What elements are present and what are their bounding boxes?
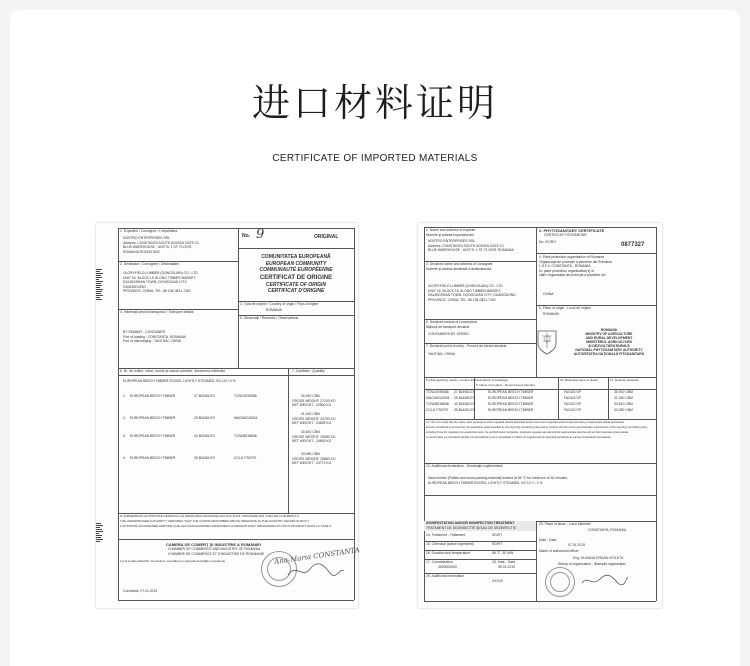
disinfestation-title: DISINFESTATION AND/OR DISINFECTION TREATMENT	[426, 521, 515, 525]
box8-text-en: THE UNDERSIGNED AUTHORITY CERTIFIES THAT THE GOODS DESCRIBED ABOVE ORIGINATE IN THE COUNTRY SHOWN IN BOX 3	[120, 519, 309, 523]
consignee-line: PROVINCE, CHINA; TEL: 86 136-0821-7152	[428, 297, 496, 302]
goods-row-description: EUROPEAN BEECH TIMBER	[130, 416, 176, 420]
box4-label: 4. Informaţii privind transportul / Transport details	[120, 310, 194, 314]
certificate-title-en: CERTIFICATE OF ORIGIN	[265, 281, 327, 288]
goods-row-net-weight: NET WEIGHT : 24600 KG	[292, 439, 332, 443]
treatment-label: 17. Concentration	[426, 560, 453, 564]
box3-label: 3. Ţara de origine / Country of origin / Pays d'origine	[240, 302, 319, 306]
consignee-line: GLORYFIELD LUMBER (DONGGUAN) CO., LTD	[428, 284, 503, 288]
box2-label: 2. Destinatar / Consignee / Destinataire	[120, 262, 180, 266]
authority-line: AND RURAL DEVELOPMENT	[585, 336, 633, 340]
goods-row-number: 4.	[123, 456, 126, 460]
box9-label: 9. Name of produce - Denumirea produsului	[476, 383, 535, 387]
romania-crest-icon	[536, 328, 558, 356]
treatment-value: 4000000000	[438, 565, 457, 569]
transport-line: BY SEAWAY - CONTAINER	[123, 330, 166, 334]
produce-row-name: EUROPEAN BEECH TIMBER	[488, 408, 534, 412]
original-marker: ORIGINAL	[314, 234, 339, 240]
consignee-line: GUANGDONG	[123, 284, 146, 289]
box8-label: 8. Distinguishing marks - number and description of packages	[426, 378, 509, 382]
box6-label: 6. Nr. de ordine, mărci, număr şi natura coletelor, descrierea mărfurilor	[120, 369, 226, 373]
box6-label: 6. Declared means of conveyance	[426, 320, 478, 324]
side-barcode-strip	[96, 269, 104, 301]
produce-row-quantity: 30,910 CBM	[614, 390, 633, 394]
box1-label-ro: Numele şi adresa exportatorului	[426, 232, 474, 237]
authority-line: ŞI DEZVOLTĂRII RURALE	[588, 344, 630, 348]
goods-row-net-weight: NET WEIGHT : 24605 KG	[292, 421, 332, 425]
box3-label: 3. Declared name and address of consignee	[426, 262, 493, 266]
date-value: 07.01.2019	[568, 543, 585, 547]
authority-line: MINISTERUL AGRICULTURII	[586, 340, 632, 344]
box13-label: 13. Additional declaration - Declaraţie suplimentară	[426, 464, 503, 468]
goods-row-container: MAGU5240034	[234, 416, 258, 420]
authority-round-stamp-inner	[550, 572, 570, 592]
goods-row-container: CCLU7752757	[234, 456, 257, 460]
box7-label: 7. Declared point of entry - Punctul de intrare declarat	[426, 344, 507, 348]
produce-row-quantity: 33,080 CBM	[614, 408, 633, 412]
exporter-line: Address: CONSTANTA SOUTH AGIGEA GATE 10,	[428, 243, 505, 248]
treatment-value: KD/HT	[492, 542, 503, 546]
treatment-label: 14. Treatment - Tratament	[426, 533, 466, 537]
chamber-name: CAMERA DE COMERŢ ŞI INDUSTRIE A ROMÂNIEI	[166, 542, 261, 547]
goods-row-description: EUROPEAN BEECH TIMBER	[130, 456, 176, 460]
goods-row-container: TCNU8518848	[234, 434, 257, 438]
box4-line: to: plant protection organisation(s) of	[539, 268, 595, 273]
exporter-line: BLUE WAREHOUSE , UNIT B, 1 ST. FLOOR,	[123, 245, 192, 249]
produce-row-quantity: 31,040 CBM	[614, 396, 633, 400]
officer-name: Eng. HUSANU ERDAN-VIOLETA	[573, 556, 624, 560]
additional-declaration-line: Sawn timber (Pallets and wood packing material) treated at 56 °C for minimum of 30 minutes.	[428, 476, 569, 480]
goods-row-number: 1.	[123, 394, 126, 398]
box11-label: 11. Quantity declared	[610, 378, 639, 382]
goods-row-net-weight: NET WEIGHT : 24772 KG	[292, 461, 332, 465]
consignee-line: UNIT 16, BLOCK 15 JILONG TIMBER MARKET,	[428, 288, 502, 293]
disinfestation-title-ro: TRATAMENT DE DEZINSECTIE ŞI/SAU DE DEZINFECTIE	[426, 525, 517, 530]
certificate-title-fr: CERTIFICAT D'ORIGINE	[267, 288, 325, 294]
authority-line: NATIONAL PHYTOSANITARY AUTHORITY	[575, 348, 643, 352]
goods-row-gross-weight: GROSS WEIGHT: 24750 KG	[292, 416, 336, 421]
box4-label: 4. Plant protection organisation of Romania	[539, 255, 605, 259]
box8-label: 8. SUBSEMNATA AUTORITATE CERTIFICĂ CĂ MĂRFURILE DESCRISE MAI SUS SUNT ORIGINARE DIN ŢARA DE LA RUBRICA 3	[120, 514, 299, 518]
place-of-issue: CONSTANTA, ROMANIA	[588, 528, 627, 532]
authority-line: ROMANIA	[600, 328, 618, 332]
box4-line: Organizaţia de protecţie a plantelor din România	[539, 259, 612, 264]
produce-row-name: EUROPEAN BEECH TIMBER	[488, 396, 534, 400]
box3-label-ro: Numele şi adresa declarată a destinatarului	[426, 266, 492, 271]
produce-row-botanical: FAGUS SP.	[564, 390, 582, 394]
treatment-label: 15. Chemical (active ingredient)	[426, 542, 474, 546]
certificate-of-origin-document	[96, 223, 361, 608]
treatment-value: 05.01.2019	[498, 565, 515, 569]
goods-row-gross-weight: GROSS WEIGHT: 25680 KG	[292, 456, 336, 461]
produce-row-mark: CCLU7752757	[426, 408, 449, 412]
stamp-label: Stamp of organization - Ştampila organizaţiei	[558, 562, 626, 566]
goods-heading: EUROPEAN BEECH TIMBER EDGED, LIGHTLY STEAMED, KD 10+/-2 %	[123, 379, 236, 383]
treatment-value: KD/HT	[492, 533, 503, 537]
treatment-label: 19. Additional information	[426, 574, 465, 578]
place-of-origin: ROMANIA	[543, 312, 559, 316]
box8-text-fr: L'AUTORITÉ SOUSSIGNÉE CERTIFIE QUE LES MARCHANDISES DÉSIGNÉES CI-DESSUS SONT ORIGINAIRES DU PAYS FIGURANT DANS LA CASE 3	[120, 524, 332, 528]
exporter-line: BLUE WAREHOUSE , UNIT B, 1 ST. FLOOR, ROMANIA	[428, 248, 514, 252]
treatment-value: XXXXX	[492, 579, 504, 583]
goods-row-number: 2.	[123, 416, 126, 420]
authority-line: MINISTRY OF AGRICULTURE	[585, 332, 633, 336]
produce-row-bundles: 40 BUNDLES	[454, 402, 475, 406]
goods-row-net-weight: NET WEIGHT : 22500 KG	[292, 403, 332, 407]
produce-row-botanical: FAGUS SP.	[564, 402, 582, 406]
chamber-name-fr: CHAMBRE DE COMMERCE ET D'INDUSTRIE DE ROUMANIE	[168, 551, 265, 556]
box1-label: 1. Name and address of exporter	[426, 228, 476, 232]
phytosanitary-title-ro: CERTIFICAT FITOSANITAR	[544, 233, 587, 237]
goods-row-quantity: 30,910 CBM	[301, 394, 320, 398]
community-title-fr: COMMUNAUTÉ EUROPÉENNE	[259, 267, 333, 273]
exporter-line: NOSTRO ENTERPRISES SRL	[428, 239, 475, 243]
produce-row-botanical: FAGUS SP.	[564, 396, 582, 400]
consignee-line: DALINGSHAN TOWN, DONGGUAN CITY,	[123, 280, 188, 284]
officer-label: Name of authorized officer	[539, 549, 579, 553]
goods-row-description: EUROPEAN BEECH TIMBER	[130, 434, 176, 438]
treatment-label: 16. Duration and temperature	[426, 551, 471, 555]
certificate-number: 0877327	[621, 242, 645, 248]
box10-label: 10. Botanical name of plants	[560, 378, 598, 382]
goods-row-bundles: 27 BUNDLES	[194, 394, 215, 398]
box7-label: 7. Cantitate / Quantity	[292, 369, 325, 373]
consignee-line: GLORYFIELD LUMBER (DONGGUAN) CO., LTD	[123, 271, 198, 275]
signature-scribble-icon	[286, 561, 346, 581]
chamber-name-en: CHAMBER OF COMMERCE AND INDUSTRY OF ROMANIA	[168, 547, 261, 551]
means-of-conveyance: CONTAINERS BY VESSEL	[428, 332, 470, 336]
goods-row-quantity: 30,810 CBM	[301, 430, 320, 434]
additional-declaration-line: EUROPEAN BEECH TIMBER EDGED, LIGHTLY STEAMED, KD 10 +/- 2 %	[428, 481, 543, 485]
box5-label: 5. Place of origin - Locul de origine	[539, 306, 592, 310]
consignee-line: DALINGSHAN TOWN, DONGGUAN CITY, GUANGDONG	[428, 293, 516, 297]
transport-line: Port of discharging : YANTIAN, CHINA	[123, 339, 181, 343]
place-date-label: Locul şi data eliberării, denumirea, semnătura şi ştampila autorităţii competente	[120, 559, 226, 563]
certificate-number: 9	[256, 227, 265, 242]
box5-label: 5. Observaţii / Remarks / Observations	[240, 316, 299, 320]
goods-row-description: EUROPEAN BEECH TIMBER	[130, 394, 176, 398]
box6-label-ro: Mijlocul de transport declarat	[426, 324, 470, 329]
certificate-number-label: No. EC/RO	[539, 240, 556, 244]
officer-signature-icon	[580, 571, 630, 589]
goods-row-container: TCNU1095386	[234, 394, 257, 398]
produce-row-mark: MAGU5240034	[426, 396, 450, 400]
date-label: Date - Data	[539, 538, 557, 542]
country-of-origin: ROMANIA	[266, 308, 282, 312]
consignee-line: PROVINCE, CHINA; TEL: 86 136-0821-7152	[123, 289, 191, 293]
community-title-ro: COMUNITATEA EUROPEANĂ	[261, 254, 331, 260]
destination-country: CHINA	[543, 292, 554, 296]
transport-line: Port of loading : CONSTANTA, ROMANIA	[123, 334, 186, 339]
goods-row-bundles: 25 BUNDLES	[194, 416, 215, 420]
produce-row-bundles: 25 BUNDLES	[454, 396, 475, 400]
produce-row-bundles: 27 BUNDLES	[454, 390, 475, 394]
certificate-title-ro: CERTIFICAT DE ORIGINE	[259, 275, 333, 281]
goods-row-gross-weight: GROSS WEIGHT: 25680 KG	[292, 434, 336, 439]
box20-label: 20. Place of issue - Locul eliberării	[539, 522, 591, 526]
consignee-line: UNIT 16, BLOCK 15 JILONG TIMBER MARKET,	[123, 275, 197, 280]
produce-row-mark: TCNU8518848	[426, 402, 449, 406]
exporter-line: Address: CONSTANTA SOUTH AGIGEA GATE 10,	[123, 240, 200, 245]
side-barcode-strip-lower	[96, 523, 104, 543]
goods-row-gross-weight: GROSS WEIGHT: 27100 KG	[292, 398, 336, 403]
box4-line: L.S.F.V. CONSTANTA - ROMANIA	[539, 264, 591, 268]
phytosanitary-title: 2. PHYTOSANITARY CERTIFICATE	[539, 228, 605, 233]
goods-row-number: 3.	[123, 434, 126, 438]
box4-line: către Organizaţia de protecţie a plantelor din	[539, 273, 606, 277]
exporter-line: ROMANIA RO31327602	[123, 249, 160, 254]
phytosanitary-certificate-document	[418, 223, 662, 608]
box12-text: and are considered to be free from the quarantine pests specified by the importing contracting party and to conform with the current phytosanitary requirements of the importing contracting party,	[426, 426, 648, 429]
produce-row-mark: TCNU1095386	[426, 390, 449, 394]
point-of-entry: YANTIAN, CHINA	[428, 352, 455, 356]
goods-row-quantity: 31,040 CBM	[301, 412, 320, 416]
produce-row-name: EUROPEAN BEECH TIMBER	[488, 402, 534, 406]
box12-text: including those for regulated non-quarantine pests. Se certifică faptul că plantele, produsele vegetale sau alte articole reglementate descrise aici au fost inspectate şi/sau testate	[426, 431, 629, 434]
goods-row-bundles: 35 BUNDLES	[194, 456, 215, 460]
produce-row-bundles: 35 BUNDLES	[454, 408, 475, 412]
goods-row-bundles: 40 BUNDLES	[194, 434, 215, 438]
page-subtitle: CERTIFICATE OF IMPORTED MATERIALS	[272, 153, 478, 164]
page-title: 进口材料证明	[251, 81, 498, 125]
produce-row-name: EUROPEAN BEECH TIMBER	[488, 390, 534, 394]
exporter-line: NOSTRO ENTERPRISES SRL	[123, 236, 170, 240]
treatment-value: 56 °C, 30 MIN	[492, 551, 514, 555]
box12-text: în conformitate cu procedurile oficiale corespunzătoare şi sunt considerate a fi libere de organismele de carantină specificate de partea contractantă importatoare.	[426, 436, 612, 439]
authority-line: AUTORITATEA NAŢIONALĂ FITOSANITARĂ	[573, 352, 645, 356]
community-title-en: EUROPEAN COMMUNITY	[265, 260, 327, 267]
issuer-signature: Ana-Maria CONSTANTA	[273, 546, 361, 566]
produce-row-quantity: 30,810 CBM	[614, 402, 633, 406]
produce-row-botanical: FAGUS SP.	[564, 408, 582, 412]
goods-row-quantity: 33,080 CBM	[301, 452, 320, 456]
box1-label: 1. Expeditor / Consignor / L'expéditeur	[120, 229, 178, 233]
treatment-label: 18. Date - Data	[492, 560, 515, 564]
box12-label: 12. This is to certify that the plants, plant products or other regulated articles described herein have been inspected and/or tested according to appropriate official procedures	[426, 421, 625, 424]
number-label: No.	[242, 233, 251, 239]
place-and-date: Constanta, 07.01.2019	[123, 589, 158, 593]
